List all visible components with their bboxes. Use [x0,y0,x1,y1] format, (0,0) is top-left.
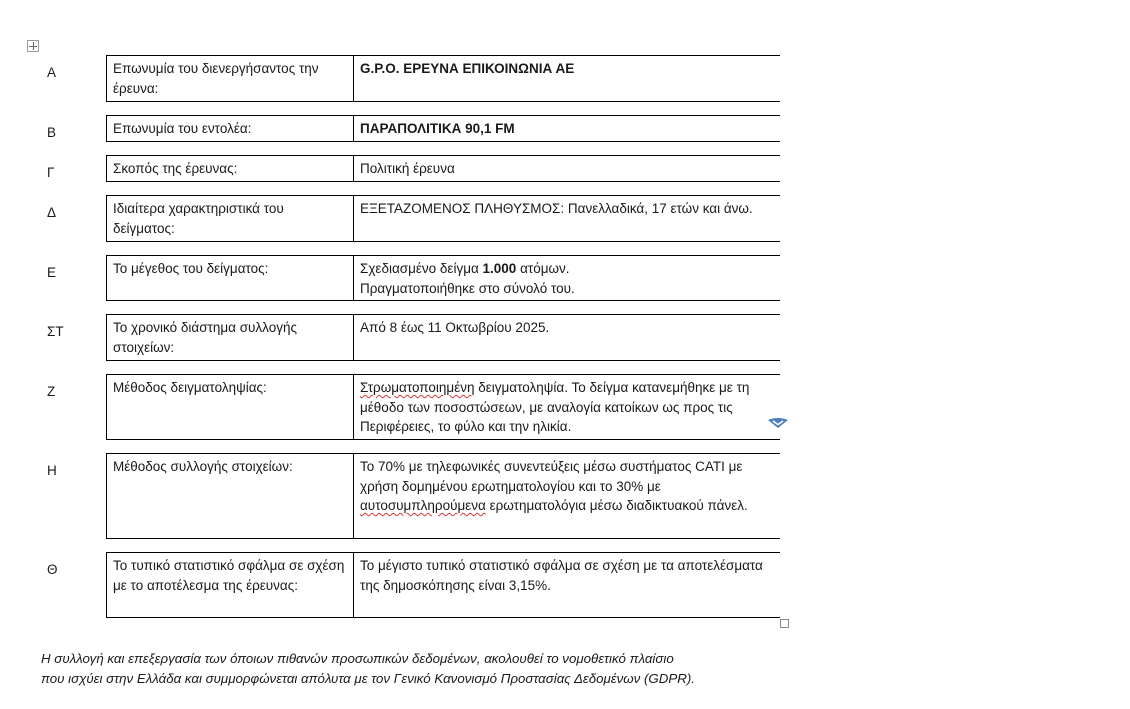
row-letter: Θ [47,562,58,577]
row-value-cell [353,314,780,361]
row-letter: Η [47,463,57,478]
value-text: ατόμων. [516,261,570,276]
row-label: Σκοπός της έρευνας: [113,161,238,176]
table-row [0,55,1130,102]
table-row [0,314,1130,361]
value-text: δειγματοληψία. Το δείγμα κατανεμήθηκε με τη μέθοδο των ποσοστώσεων, με αναλογία κατοίκων ως προς τις Περιφέρειες, το φύλο και την ηλικία. [360,380,750,434]
sample-size-number: 1.000 [482,261,517,276]
spellcheck-word[interactable]: αυτοσυμπληρούμενα [360,498,486,513]
row-label-cell [106,155,354,182]
value-text: Το 70% με τηλεφωνικές συνεντεύξεις μέσω συστήματος CATI με χρήση δομημένου ερωτηματολογίου και το 30% με [360,459,743,494]
row-value-line2: Πραγματοποιήθηκε στο σύνολό του. [360,280,575,296]
table-row [0,195,1130,242]
row-value: ΠΑΡΑΠΟΛΙΤΙΚΑ 90,1 FM [360,121,515,136]
chevron-down-icon[interactable] [767,417,789,429]
row-letter: Ε [47,265,57,280]
row-value [360,457,774,516]
row-letter: Δ [47,205,57,220]
row-label: Ιδιαίτερα χαρακτηριστικά του δείγματος: [113,201,284,236]
row-value-cell [353,195,780,242]
row-value [360,259,774,279]
row-value: G.P.O. ΕΡΕΥΝΑ ΕΠΙΚΟΙΝΩΝΙΑ ΑΕ [360,61,575,76]
row-letter: ΣΤ [47,324,64,339]
row-value-cell [353,155,780,182]
table-move-icon[interactable] [27,40,39,52]
gdpr-note [41,649,821,688]
table-row [0,255,1130,301]
row-label-cell [106,453,354,539]
gdpr-note-line1: Η συλλογή και επεξεργασία των όποιων πιθανών προσωπικών δεδομένων, ακολουθεί το νομοθετικό πλαίσιο [41,651,674,666]
row-value-cell [353,115,780,142]
value-text: Σχεδιασμένο δείγμα [360,261,483,276]
row-label-cell [106,55,354,102]
table-row [0,374,1130,440]
row-letter: Β [47,125,57,140]
row-value [360,378,774,437]
row-label: Μέθοδος δειγματοληψίας: [113,380,267,395]
row-label: Το τυπικό στατιστικό σφάλμα σε σχέση με το αποτέλεσμα της έρευνας: [113,558,345,593]
table-row [0,453,1130,539]
spellcheck-word[interactable]: Στρωματοποιημένη [360,380,475,395]
table-row [0,155,1130,182]
row-letter: Α [47,65,57,80]
table-resize-icon[interactable] [780,619,789,628]
row-value-cell [353,374,780,440]
row-label: Το χρονικό διάστημα συλλογής στοιχείων: [113,320,297,355]
row-value-cell [353,453,780,539]
gdpr-note-line2: που ισχύει στην Ελλάδα και συμμορφώνεται απόλυτα με τον Γενικό Κανονισμό Προστασίας Δεδομένων (GDPR). [41,670,695,686]
value-text: ερωτηματολόγια μέσω διαδικτυακού πάνελ. [485,498,748,513]
row-label-cell [106,374,354,440]
row-label-cell [106,314,354,361]
row-label-cell [106,195,354,242]
table-row [0,115,1130,142]
row-value: ΕΞΕΤΑΖΟΜΕΝΟΣ ΠΛΗΘΥΣΜΟΣ: Πανελλαδικά, 17 ετών και άνω. [360,201,753,216]
row-label-cell [106,115,354,142]
row-letter: Γ [47,165,55,180]
row-value-cell [353,255,780,301]
table-row [0,552,1130,618]
row-label: Επωνυμία του διενεργήσαντος την έρευνα: [113,61,319,96]
row-label: Το μέγεθος του δείγματος: [113,261,269,276]
row-label: Μέθοδος συλλογής στοιχείων: [113,459,293,474]
row-value: Πολιτική έρευνα [360,161,455,176]
row-value-cell [353,55,780,102]
row-value: Το μέγιστο τυπικό στατιστικό σφάλμα σε σχέση με τα αποτελέσματα της δημοσκόπησης είναι 3,15%. [360,558,763,593]
row-label-cell [106,552,354,618]
row-label-cell [106,255,354,301]
row-value: Από 8 έως 11 Οκτωβρίου 2025. [360,320,550,335]
row-letter: Ζ [47,384,56,399]
row-value-cell [353,552,780,618]
row-label: Επωνυμία του εντολέα: [113,121,252,136]
